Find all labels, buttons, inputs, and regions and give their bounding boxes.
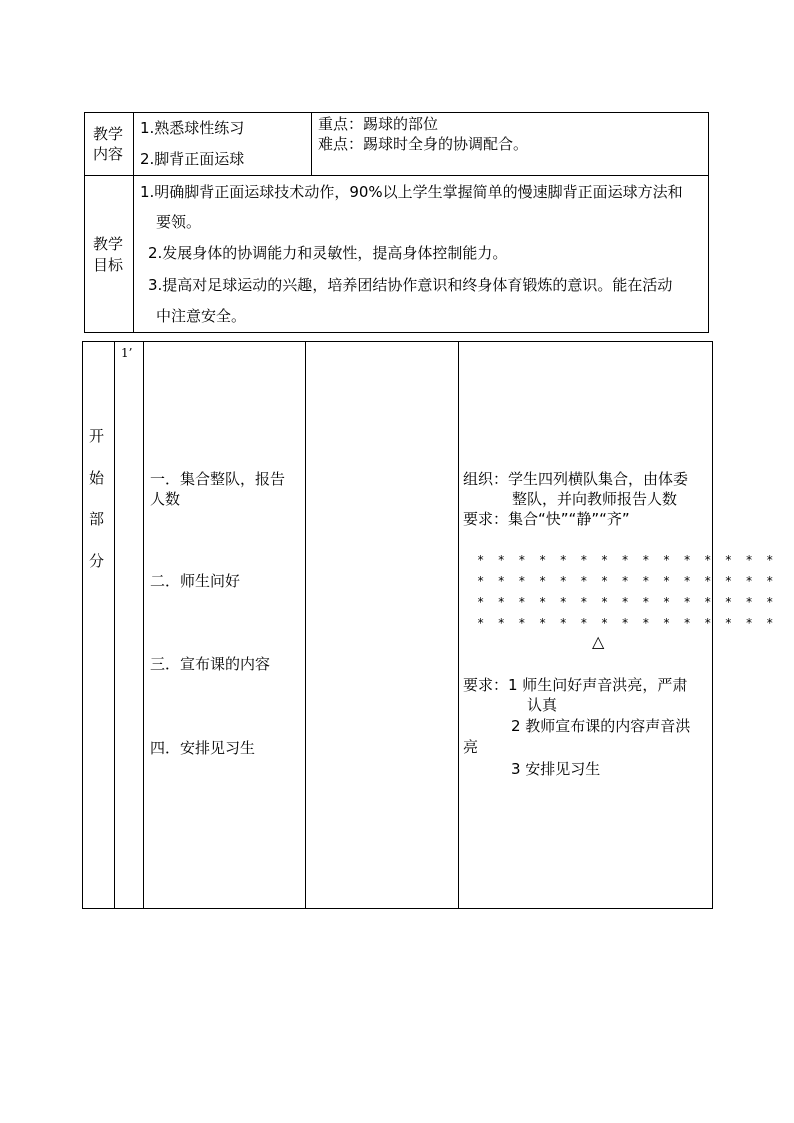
section-label-char-4: 分 [89, 552, 105, 570]
key-point: 重点：踢球的部位 [318, 115, 439, 133]
organization-requirement: 要求：集合“快”“静”“齐” [463, 510, 630, 528]
formation-row-2: * * * * * * * * * * * * * * * [477, 574, 777, 588]
content-item-1: 1.熟悉球性练习 [140, 119, 245, 137]
procedure-item-1-cont: 人数 [150, 490, 181, 508]
procedure-item-1: 一．集合整队，报告 [150, 470, 286, 488]
goal-line-2: 要领。 [156, 213, 202, 231]
formation-row-3: * * * * * * * * * * * * * * * [477, 595, 777, 609]
top-table-divider-header [133, 112, 134, 333]
teaching-content-header-line1: 教学 [93, 125, 124, 143]
goal-line-4: 3.提高对足球运动的兴趣，培养团结协作意识和终身体育锻炼的意识。能在活动 [148, 276, 673, 294]
organization-line-2: 整队，并向教师报告人数 [512, 490, 678, 508]
organization-line-1: 组织：学生四列横队集合，由体委 [463, 470, 689, 488]
top-table-divider-content [311, 112, 312, 175]
requirement-line-1: 要求：1 师生问好声音洪亮，严肃 [463, 676, 688, 694]
difficult-point: 难点：踢球时全身的协调配合。 [318, 135, 529, 153]
requirement-line-2: 认真 [527, 696, 558, 714]
bottom-col-divider-4 [458, 341, 459, 909]
goal-line-3: 2.发展身体的协调能力和灵敏性，提高身体控制能力。 [148, 244, 508, 262]
time-duration: 1’ [121, 346, 133, 360]
goal-line-1: 1.明确脚背正面运球技术动作，90%以上学生掌握简单的慢速脚背正面运球方法和 [140, 183, 683, 201]
formation-row-1: * * * * * * * * * * * * * * * [477, 553, 777, 567]
section-label-char-1: 开 [89, 427, 105, 445]
formation-row-4: * * * * * * * * * * * * * * * [477, 616, 777, 630]
top-table-row-divider [84, 175, 709, 176]
procedure-item-3: 三．宣布课的内容 [150, 655, 271, 673]
teaching-goal-header-line2: 目标 [93, 256, 124, 274]
requirement-line-5: 3 安排见习生 [511, 760, 601, 778]
bottom-col-divider-1 [114, 341, 115, 909]
requirement-line-3: 2 教师宣布课的内容声音洪 [511, 717, 691, 735]
requirement-line-4: 亮 [463, 738, 479, 756]
procedure-item-4: 四．安排见习生 [150, 739, 256, 757]
section-label-char-2: 始 [89, 469, 105, 487]
bottom-col-divider-2 [143, 341, 144, 909]
goal-line-5: 中注意安全。 [156, 307, 247, 325]
procedure-item-2: 二．师生问好 [150, 572, 241, 590]
bottom-col-divider-3 [305, 341, 306, 909]
teaching-content-header-line2: 内容 [93, 145, 124, 163]
section-label-char-3: 部 [89, 510, 105, 528]
content-item-2: 2.脚背正面运球 [140, 150, 245, 168]
teacher-triangle-icon: △ [592, 632, 605, 651]
teaching-goal-header-line1: 教学 [93, 235, 124, 253]
